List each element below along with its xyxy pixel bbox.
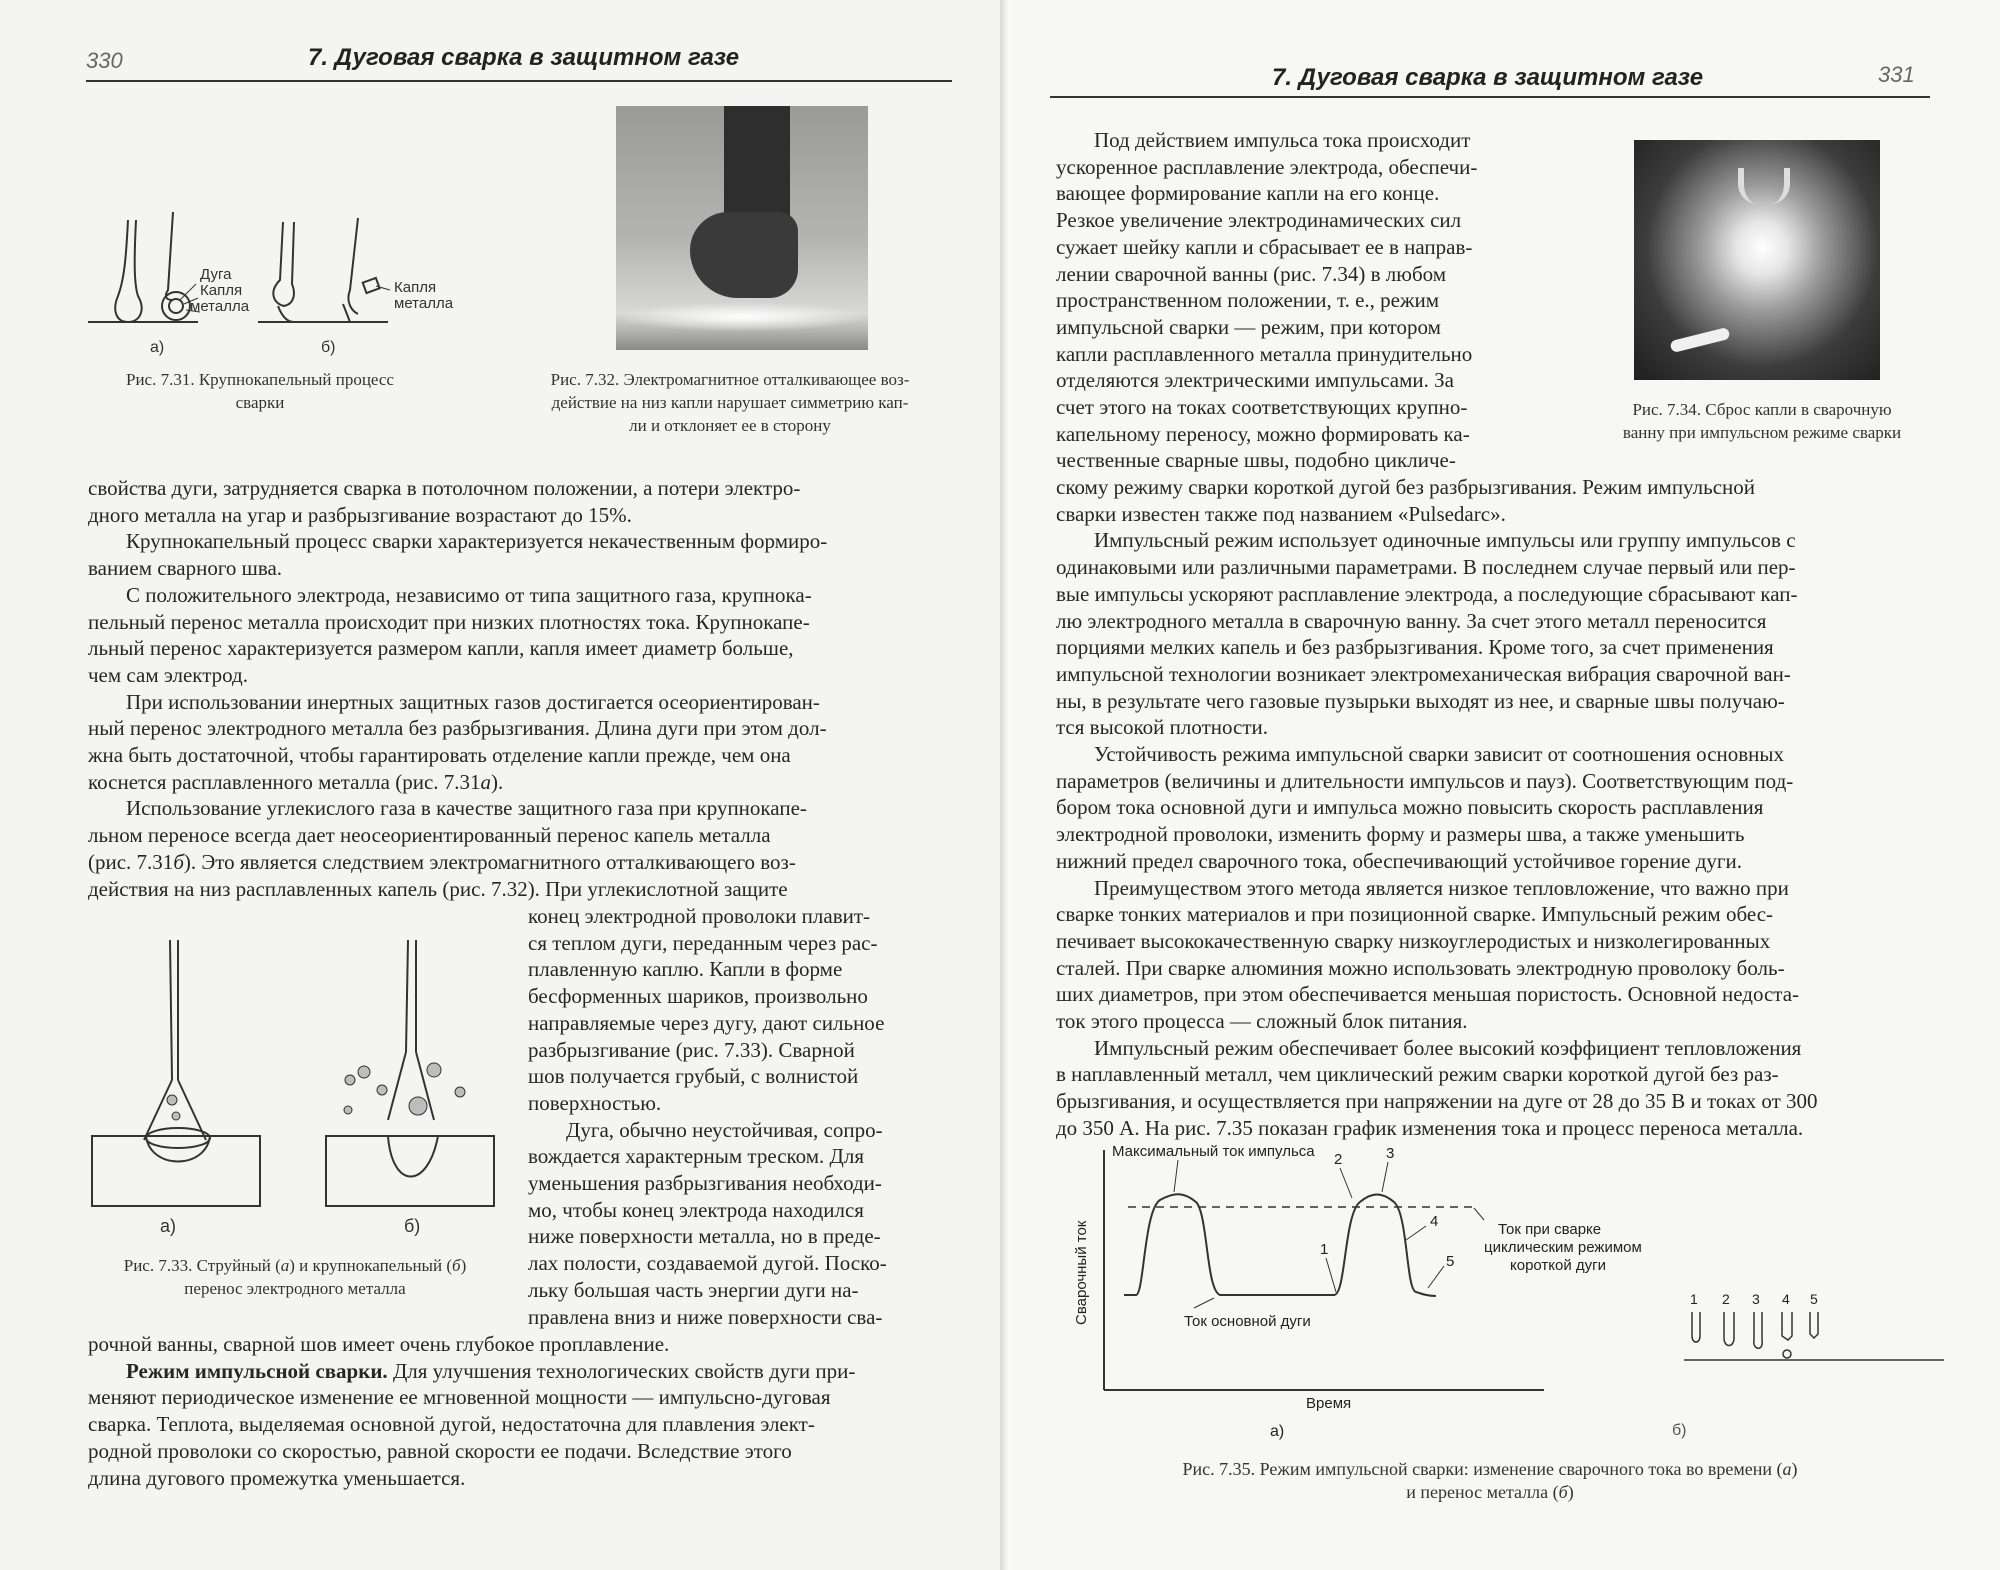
right-body-text: скому режиму сварки короткой дугой без разбрызгивания. Режим импульсной сварки известен также под названием «Pulsedarc». Импульсный режим использует одиночные импульсы или группу импульсов с одинаковыми или различными параметрами. В последнем случае первый или пер- вые импульсы ускоряют расплавление электрода, а последующие сбрасывают кап- лю электродного металла в сварочную ванну. За счет этого металл переносится порциями мелких капель и без разбрызгивания. Кроме того, за счет применения импульсной технологии возникает электромеханическая вибрация сварочной ван- ны, в результате чего газовые пузырьки выходят из нее, и сварные швы получаю- тся высокой плотности. Устойчивость режима импульсной сварки зависит от соотношения основных параметров (величины и длительности импульсов и пауз). Соответствующим под- бором тока основной дуги и импульса можно повысить скорость расплавления электродной проволоки, изменить форму и размеры шва, а также уменьшить нижний предел сварочного тока, обеспечивающий устойчивое горение дуги. Преимуществом этого метода является низкое тепловложение, что важно при сварке тонких материалов и при позиционной сварке. Импульсный режим обес- печивает высококачественную сварку низкоуглеродистых и низколегированных сталей. При сварке алюминия можно использовать электродную проволоку боль- ших диаметров, при этом обеспечивается меньшая пористость. Основной недоста- ток этого процесса — сложный блок питания. Импульсный режим обеспечивает более высокий коэффициент тепловложения в наплавленный металл, чем циклический режим сварки короткой дугой без раз- брызгивания, и осуществляется при напряжении на дуге от 28 до 35 В и токах от 300 до 350 А. На рис. 7.35 показан график изменения тока и процесс переноса металла.: [1056, 475, 1818, 1140]
phase-4-label: 4: [1430, 1213, 1439, 1230]
transfer-step-5: 5: [1810, 1291, 1818, 1307]
fig-7-33-sub-b: б): [404, 1216, 421, 1236]
fig-7-31-label-drop: Капля: [200, 282, 243, 299]
left-bottom-text: рочной ванны, сварной шов имеет очень глубокое проплавление. Режим импульсной сварки. Для улучшения технологических свойств дуги при- меняют периодическое изменение ее мгновенной мощности — импульсно-дуговая сварка. Теплота, выделяемая основной дугой, недостаточна для плавления элект- родной проволоки со скоростью, равной скорости ее подачи. Вследствие этого длина дугового промежутка уменьшается.: [88, 1332, 856, 1490]
y-axis-label: Сварочный ток: [1073, 1220, 1090, 1325]
right-page: [1010, 0, 2000, 1570]
fig-7-31-sub-a: а): [150, 339, 165, 356]
fig-7-31-label-arc: Дуга: [200, 266, 232, 283]
transfer-step-4: 4: [1782, 1291, 1790, 1307]
fig-7-35-sub-b: б): [1672, 1422, 1687, 1439]
max-impulse-label: Максимальный ток импульса: [1112, 1143, 1315, 1160]
phase-3-label: 3: [1386, 1145, 1395, 1162]
fig-7-32-caption: Рис. 7.32. Электромагнитное отталкивающее воз- действие на низ капли нарушает симметрию кап- ли и отклоняет ее в сторону: [550, 370, 910, 435]
short-arc-label-1: Ток при сварке: [1498, 1221, 1602, 1238]
fig-7-31-sub-b: б): [321, 339, 336, 356]
left-body-text: свойства дуги, затрудняется сварка в потолочном положении, а потери электро- дного металла на угар и разбрызгивание возрастают до 15%. Крупнокапельный процесс сварки характеризуется некачественным формиро- ванием сварного шва. С положительного электрода, независимо от типа защитного газа, крупнока- пельный перенос металла происходит при низких плотностях тока. Крупнокапе- льный перенос характеризуется размером капли, капля имеет диаметр больше, чем сам электрод. При использовании инертных защитных газов достигается осеориентирован- ный перенос электродного металла без разбрызгивания. Длина дуги при этом дол- жна быть достаточной, чтобы гарантировать отделение капли прежде, чем она коснется расплавленного металла (рис. 7.31а). Использование углекислого газа в качестве защитного газа при крупнокапе- льном переносе всегда дает неосеориентированный перенос капель металла (рис. 7.31б). Это является следствием электромагнитного отталкивающего воз- действия на низ расплавленных капель (рис. 7.32). При углекислотной защите: [88, 476, 828, 901]
x-axis-label: Время: [1306, 1395, 1352, 1412]
transfer-step-1: 1: [1690, 1291, 1698, 1307]
fig-7-35-caption: Рис. 7.35. Режим импульсной сварки: изменение сварочного тока во времени (а) и перенос металла (б): [1182, 1459, 1798, 1502]
phase-1-label: 1: [1320, 1241, 1329, 1258]
transfer-step-2: 2: [1722, 1291, 1730, 1307]
current-curve: [1124, 1194, 1439, 1296]
left-page-number: 330: [86, 48, 123, 73]
fig-7-33-diagram: [88, 940, 508, 1236]
page-gutter: [1000, 0, 1010, 1570]
transfer-step-3: 3: [1752, 1291, 1760, 1307]
fig-7-34-photo: [1634, 140, 1880, 380]
phase-5-label: 5: [1446, 1253, 1455, 1270]
left-running-header: 7. Дуговая сварка в защитном газе: [308, 44, 740, 71]
right-header-rule: [1050, 96, 1930, 98]
fig-7-35-graph: [1044, 1140, 1944, 1440]
right-top-text: Под действием импульса тока происходит ускоренное расплавление электрода, обеспечи- вающее формирование капли на его конце. Резкое увеличение электродинамических сил сужает шейку капли и сбрасывает ее в направ- лении сварочной ванны (рис. 7.34) в любом пространственном положении, т. е., режим импульсной сварки — режим, при котором капли расплавленного металла принудительно отделяются электрическими импульсами. За счет этого на токах соответствующих крупно- капельному переносу, можно формировать ка- чественные сварные швы, подобно цикличе-: [1056, 128, 1478, 473]
fig-7-31-label-metal: металла: [190, 298, 250, 315]
short-arc-label-2: циклическим режимом: [1484, 1239, 1642, 1256]
short-arc-label-3: короткой дуги: [1510, 1257, 1607, 1274]
right-running-header: 7. Дуговая сварка в защитном газе: [1272, 64, 1704, 91]
phase-2-label: 2: [1334, 1151, 1343, 1168]
fig-7-31-label-metal-2: металла: [394, 295, 454, 312]
fig-7-35-sub-a: а): [1270, 1423, 1285, 1440]
fig-7-31-diagram: [88, 200, 488, 360]
fig-7-34-caption: Рис. 7.34. Сброс капли в сварочную ванну при импульсном режиме сварки: [1622, 400, 1902, 442]
left-header-rule: [86, 80, 952, 82]
fig-7-31-label-drop-2: Капля: [394, 279, 437, 296]
right-page-number: 331: [1878, 62, 1915, 87]
section-heading-pulse: Режим импульсной сварки.: [126, 1358, 388, 1383]
fig-7-33-caption: Рис. 7.33. Струйный (а) и крупнокапельный (б) перенос электродного металла: [123, 1256, 467, 1298]
fig-7-32-photo: [616, 106, 868, 350]
fig-7-33-sub-a: а): [160, 1216, 177, 1236]
left-side-text: конец электродной проволоки плавит- ся теплом дуги, переданным через рас- плавленную каплю. Капли в форме бесформенных шариков, произвольно направляемые через дугу, дают сильное разбрызгивание (рис. 7.33). Сварной шов получается грубый, с волнистой поверхностью. Дуга, обычно неустойчивая, сопро- вождается характерным треском. Для уменьшения разбрызгивания необходи- мо, чтобы конец электрода находился ниже поверхности металла, но в преде- лах полости, создаваемой дугой. Поско- льку большая часть энергии дуги на- правлена вниз и ниже поверхности сва-: [528, 904, 887, 1329]
fig-7-31-caption: Рис. 7.31. Крупнокапельный процесс сварки: [126, 370, 394, 412]
base-current-label: Ток основной дуги: [1184, 1313, 1311, 1330]
